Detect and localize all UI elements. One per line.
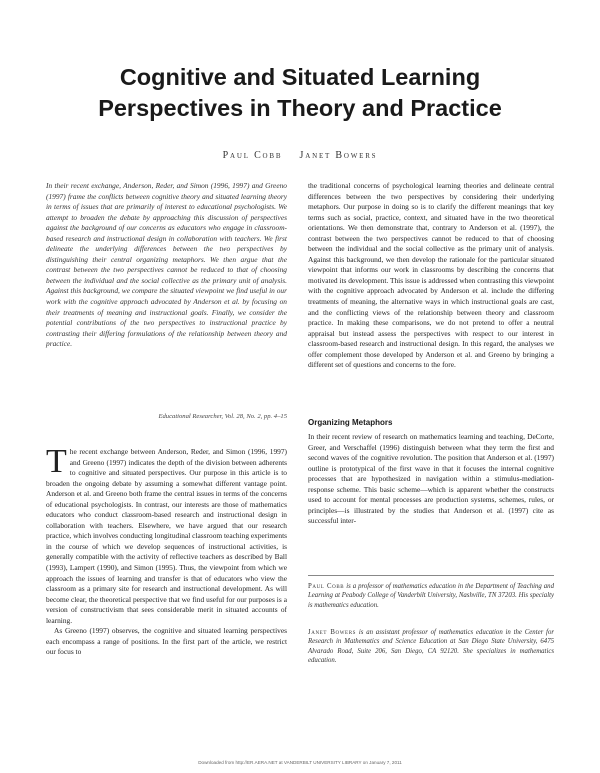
author-names: Paul Cobb Janet Bowers [222, 150, 378, 161]
bio-text-bowers: is an assistant professor of mathematics education in the Center for Research in Mathematics and Science Education at San Diego State University, 6475 Alvarado Road, Suite 206, San Diego, CA 92120. She specializes in mathematics education. [308, 629, 554, 665]
abstract: In their recent exchange, Anderson, Reder, and Simon (1996, 1997) and Greeno (1997) frame the conflicts between cognitive theory and situated learning theory in terms of issues that are primarily of interest to educational psychologists. We attempt to broaden the debate by approaching this discussion of perspectives against the background of our concerns as educators who engage in classroom-based research and instructional design in collaboration with teachers. We first delineate the underlying differences between the two perspectives by distinguishing their central organizing metaphors. We then argue that the contrast between the two perspectives cannot be reduced to that of choosing between the individual and the social collective as the primary unit of analysis. Against this background, we compare the situated viewpoint we find useful in our work with the cognitive approach advocated by Anderson et al. by focusing on their treatments of meaning and instructional goals. Finally, we consider the potential contributions of the two perspectives to instructional practice by contrasting their differing formulations of the relationship between theory and practice. [46, 181, 287, 349]
section-paragraph: In their recent review of research on mathematics learning and teaching, DeCorte, Greer, and Verschaffel (1996) distinguish between what they term the first and second waves of the cognitive revolution. The position that Anderson et al. (1997) outline is prototypical of the first wave in that it focuses the internal cognitive processes that are hypothesized in navigation within a stimulus-mediation-response scheme. This basic scheme—which is apparent whether the constructs used to account for mental processes are production systems, schemes, rules, or principles—is illustrated by the studies that Anderson et al. (1997) cite as successful inter- [308, 432, 554, 526]
right-column-body [308, 181, 554, 371]
intro-paragraph [46, 443, 287, 626]
second-paragraph: As Greeno (1997) observes, the cognitive and situated learning perspectives each encompass a range of positions. In the first part of the article, we restrict our focus to [46, 626, 287, 657]
drop-cap: T [46, 443, 67, 480]
left-column-body [46, 443, 287, 658]
author-bio-cobb [308, 582, 554, 610]
intro-text: he recent exchange between Anderson, Reder, and Simon (1996, 1997) and Greeno (1997) indicates the depth of the division between adherents to cognitive and situated perspectives. Our purpose in this article is to broaden the ongoing debate by assuming a somewhat different vantage point. Anderson et al. and Greeno both frame the central issues in terms of the concerns of educational psychologists. In contrast, our interests are those of mathematics educators who conduct classroom-based research and instructional design in collaboration with teachers. Elsewhere, we have argued that our research practice, which involves conducting longitudinal classroom teaching experiments in the course of which we develop sequences of instructional activities, is generally compatible with the activity of reflective teachers as described by Ball (1993), Lampert (1990), and Simon (1995). Thus, the viewpoint from which we approach the issues of learning and transfer is that of educators who view the classroom as a primary site for research and instructional development. As will become clear, the theoretical perspective that we find useful for our purposes is a version of constructivism that sees considerable merit in situated accounts of learning. [46, 447, 287, 625]
download-footer: Downloaded from http://ER.AERA.NET at VANDERBILT UNIVERSITY LIBRARY on January 7, 2011 [198, 760, 402, 765]
author-bio-bowers [308, 628, 554, 666]
article-title [40, 62, 560, 124]
title-line-2: Perspectives in Theory and Practice [98, 95, 502, 121]
bio-text-cobb: is a professor of mathematics education in the Department of Teaching and Learning at Peabody College of Vanderbilt University, Nashville, TN 37203. His specialty is mathematics education. [308, 583, 554, 609]
section-body [308, 432, 554, 527]
section-heading: Organizing Metaphors [308, 418, 393, 427]
journal-citation: Educational Researcher, Vol. 28, No. 2, pp. 4–15 [158, 413, 287, 420]
bio-name-bowers: Janet Bowers [308, 629, 357, 636]
bio-name-cobb: Paul Cobb [308, 583, 345, 590]
bio-divider [308, 575, 554, 576]
title-line-1: Cognitive and Situated Learning [119, 64, 481, 90]
continued-paragraph: the traditional concerns of psychological learning theories and delineate central differences between the two perspectives by considering their underlying metaphors. Our purpose in doing so is to clarify the different meanings that key terms such as social, practice, context, and situated have in the two theoretical orientations. We then demonstrate that, contrary to Anderson et al. (1997), the contrast between the two perspectives cannot be reduced to that of choosing between the individual and the social collective as the primary unit of analysis. Against this background, we then develop the rationale for the particular situated viewpoint that informs our work in classrooms by describing the concerns that motivated its development. This issue is addressed when contrasting this viewpoint with the cognitive approach advocated by Anderson et al. include the differing treatments of meaning, the alternative ways in which instructional goals are cast, and the conflicting views of the relationship between theory and classroom practice. In making these comparisons, we do not pretend to offer a neutral appraisal but instead assess the perspectives with respect to our interest in classroom-based research and instructional design. In this regard, the analyses we offer complement those developed by Anderson et al. and Greeno by bringing a different set of questions and concerns to the fore. [308, 181, 554, 370]
